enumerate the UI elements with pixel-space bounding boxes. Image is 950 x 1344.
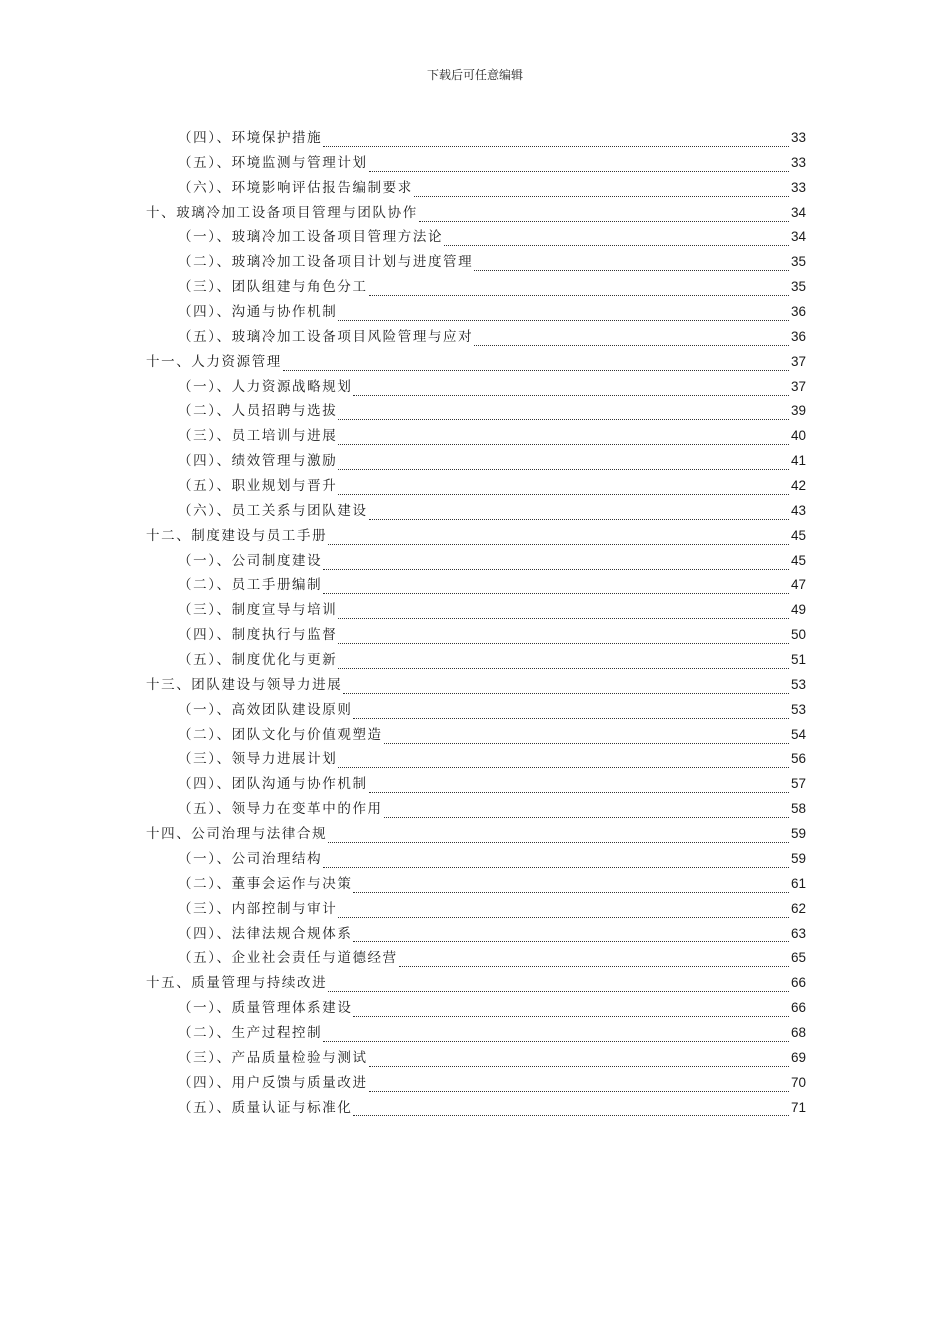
toc-dot-leader (343, 679, 789, 694)
toc-section-entry[interactable] (146, 474, 806, 499)
toc-entry-title: （六）、环境影响评估报告编制要求 (178, 179, 413, 196)
toc-dot-leader (323, 555, 789, 570)
toc-dot-leader (338, 430, 789, 445)
toc-entry-title: （五）、领导力在变革中的作用 (178, 801, 383, 818)
toc-dot-leader (353, 927, 789, 942)
toc-entry-title: （三）、领导力进展计划 (178, 751, 338, 768)
toc-entry-title: （三）、产品质量检验与测试 (178, 1049, 368, 1066)
toc-entry-page-number: 71 (790, 1099, 806, 1115)
toc-entry-title: （三）、团队组建与角色分工 (178, 279, 368, 296)
toc-entry-title: （六）、员工关系与团队建设 (178, 502, 368, 519)
toc-dot-leader (328, 977, 789, 992)
toc-entry-title: （二）、团队文化与价值观塑造 (178, 726, 383, 743)
toc-section-entry[interactable] (146, 424, 806, 449)
toc-entry-page-number: 33 (790, 130, 806, 145)
toc-section-entry[interactable] (146, 723, 806, 748)
toc-entry-title: （四）、绩效管理与激励 (178, 453, 338, 470)
toc-entry-title: （四）、团队沟通与协作机制 (178, 776, 368, 793)
toc-entry-page-number: 69 (790, 1049, 806, 1065)
toc-dot-leader (353, 704, 789, 719)
toc-dot-leader (323, 853, 789, 868)
toc-entry-page-number: 47 (790, 577, 806, 593)
toc-dot-leader (474, 256, 789, 271)
toc-section-entry[interactable] (146, 648, 806, 673)
toc-section-entry[interactable] (146, 1071, 806, 1096)
toc-entry-page-number: 42 (790, 478, 806, 494)
toc-entry-page-number: 39 (790, 403, 806, 419)
toc-chapter-entry[interactable] (146, 524, 806, 549)
toc-section-entry[interactable] (146, 772, 806, 797)
toc-entry-page-number: 36 (790, 304, 806, 320)
toc-entry-title: （一）、公司制度建设 (178, 552, 323, 569)
toc-dot-leader (338, 480, 789, 495)
toc-section-entry[interactable] (146, 549, 806, 574)
toc-section-entry[interactable] (146, 399, 806, 424)
toc-section-entry[interactable] (146, 1021, 806, 1046)
toc-section-entry[interactable] (146, 623, 806, 648)
toc-entry-title: 十四、公司治理与法律合规 (146, 826, 328, 843)
toc-entry-title: （五）、制度优化与更新 (178, 652, 338, 669)
toc-entry-title: （五）、企业社会责任与道德经营 (178, 950, 398, 967)
toc-chapter-entry[interactable] (146, 822, 806, 847)
toc-section-entry[interactable] (146, 797, 806, 822)
toc-entry-title: （三）、员工培训与进展 (178, 428, 338, 445)
toc-dot-leader (338, 405, 789, 420)
toc-section-entry[interactable] (146, 946, 806, 971)
toc-section-entry[interactable] (146, 922, 806, 947)
toc-section-entry[interactable] (146, 996, 806, 1021)
toc-entry-page-number: 33 (790, 179, 806, 195)
toc-section-entry[interactable] (146, 872, 806, 897)
toc-entry-page-number: 70 (790, 1074, 806, 1090)
toc-dot-leader (369, 1077, 789, 1092)
toc-entry-page-number: 34 (790, 229, 806, 245)
toc-section-entry[interactable] (146, 176, 806, 201)
toc-entry-title: （二）、玻璃冷加工设备项目计划与进度管理 (178, 254, 474, 271)
toc-dot-leader (323, 132, 789, 147)
toc-dot-leader (338, 306, 789, 321)
toc-dot-leader (338, 455, 789, 470)
toc-chapter-entry[interactable] (146, 350, 806, 375)
toc-section-entry[interactable] (146, 275, 806, 300)
toc-entry-page-number: 51 (790, 652, 806, 668)
toc-entry-title: （五）、玻璃冷加工设备项目风险管理与应对 (178, 328, 474, 345)
toc-entry-title: （五）、职业规划与晋升 (178, 478, 338, 495)
toc-section-entry[interactable] (146, 225, 806, 250)
toc-dot-leader (353, 381, 789, 396)
toc-section-entry[interactable] (146, 747, 806, 772)
toc-chapter-entry[interactable] (146, 201, 806, 226)
toc-dot-leader (323, 1027, 789, 1042)
toc-entry-title: （一）、玻璃冷加工设备项目管理方法论 (178, 229, 444, 246)
toc-entry-title: 十五、质量管理与持续改进 (146, 975, 328, 992)
toc-section-entry[interactable] (146, 1046, 806, 1071)
toc-entry-page-number: 68 (790, 1024, 806, 1040)
toc-section-entry[interactable] (146, 325, 806, 350)
toc-dot-leader (328, 530, 789, 545)
toc-entry-title: 十三、团队建设与领导力进展 (146, 676, 343, 693)
toc-entry-title: （二）、董事会运作与决策 (178, 875, 353, 892)
toc-entry-page-number: 41 (790, 453, 806, 469)
toc-entry-page-number: 59 (790, 850, 806, 866)
toc-dot-leader (338, 753, 789, 768)
toc-entry-page-number: 43 (790, 502, 806, 518)
toc-dot-leader (353, 878, 789, 893)
toc-entry-title: （三）、制度宣导与培训 (178, 602, 338, 619)
toc-entry-title: （一）、高效团队建设原则 (178, 701, 353, 718)
toc-entry-title: （二）、人员招聘与选拔 (178, 403, 338, 420)
toc-dot-leader (353, 1002, 789, 1017)
toc-entry-title: 十、玻璃冷加工设备项目管理与团队协作 (146, 204, 418, 221)
toc-dot-leader (283, 356, 789, 371)
toc-entry-page-number: 54 (790, 726, 806, 742)
toc-entry-page-number: 56 (790, 751, 806, 767)
toc-section-entry[interactable] (146, 300, 806, 325)
toc-section-entry[interactable] (146, 847, 806, 872)
toc-entry-title: （三）、内部控制与审计 (178, 900, 338, 917)
toc-section-entry[interactable] (146, 126, 806, 151)
toc-entry-page-number: 57 (790, 776, 806, 792)
toc-entry-page-number: 58 (790, 801, 806, 817)
toc-dot-leader (338, 604, 789, 619)
toc-entry-title: （四）、环境保护措施 (178, 130, 323, 146)
toc-entry-title: （五）、质量认证与标准化 (178, 1099, 353, 1116)
toc-entry-page-number: 59 (790, 826, 806, 842)
toc-entry-title: 十二、制度建设与员工手册 (146, 527, 328, 544)
toc-chapter-entry[interactable] (146, 971, 806, 996)
toc-entry-page-number: 35 (790, 254, 806, 270)
toc-dot-leader (338, 903, 789, 918)
toc-entry-title: （一）、公司治理结构 (178, 850, 323, 867)
toc-entry-page-number: 63 (790, 925, 806, 941)
toc-entry-title: （四）、法律法规合规体系 (178, 925, 353, 942)
toc-dot-leader (353, 1101, 789, 1116)
toc-entry-page-number: 33 (790, 154, 806, 170)
toc-dot-leader (369, 157, 789, 172)
toc-section-entry[interactable] (146, 449, 806, 474)
toc-entry-page-number: 36 (790, 328, 806, 344)
toc-entry-page-number: 40 (790, 428, 806, 444)
toc-entry-title: 十一、人力资源管理 (146, 353, 282, 370)
toc-entry-page-number: 65 (790, 950, 806, 966)
toc-dot-leader (328, 828, 789, 843)
toc-dot-leader (444, 231, 789, 246)
toc-chapter-entry[interactable] (146, 673, 806, 698)
toc-dot-leader (399, 952, 789, 967)
toc-entry-page-number: 34 (790, 204, 806, 220)
toc-section-entry[interactable] (146, 698, 806, 723)
toc-entry-page-number: 35 (790, 279, 806, 295)
toc-dot-leader (419, 207, 789, 222)
toc-dot-leader (474, 331, 789, 346)
toc-dot-leader (338, 629, 789, 644)
toc-dot-leader (369, 778, 789, 793)
toc-section-entry[interactable] (146, 250, 806, 275)
toc-entry-title: （五）、环境监测与管理计划 (178, 154, 368, 171)
table-of-contents (146, 126, 806, 1120)
toc-entry-page-number: 53 (790, 701, 806, 717)
toc-dot-leader (369, 281, 789, 296)
toc-dot-leader (369, 1052, 789, 1067)
toc-entry-title: （四）、沟通与协作机制 (178, 304, 338, 321)
toc-entry-page-number: 62 (790, 900, 806, 916)
toc-dot-leader (323, 579, 789, 594)
toc-entry-title: （二）、员工手册编制 (178, 577, 323, 594)
toc-entry-title: （一）、人力资源战略规划 (178, 378, 353, 395)
toc-entry-page-number: 45 (790, 527, 806, 543)
toc-entry-title: （四）、用户反馈与质量改进 (178, 1074, 368, 1091)
toc-entry-page-number: 66 (790, 975, 806, 991)
toc-entry-page-number: 61 (790, 875, 806, 891)
toc-entry-title: （一）、质量管理体系建设 (178, 1000, 353, 1017)
toc-dot-leader (414, 182, 789, 197)
toc-entry-title: （二）、生产过程控制 (178, 1024, 323, 1041)
toc-section-entry[interactable] (146, 375, 806, 400)
toc-section-entry[interactable] (146, 598, 806, 623)
toc-entry-page-number: 37 (790, 353, 806, 369)
toc-entry-page-number: 37 (790, 378, 806, 394)
page-header: 下载后可任意编辑 (426, 68, 523, 82)
toc-dot-leader (384, 803, 789, 818)
toc-entry-page-number: 49 (790, 602, 806, 618)
toc-section-entry[interactable] (146, 151, 806, 176)
toc-section-entry[interactable] (146, 897, 806, 922)
toc-entry-page-number: 53 (790, 676, 806, 692)
toc-dot-leader (369, 505, 789, 520)
toc-entry-page-number: 66 (790, 1000, 806, 1016)
toc-section-entry[interactable] (146, 1096, 806, 1121)
toc-entry-title: （四）、制度执行与监督 (178, 627, 338, 644)
toc-section-entry[interactable] (146, 499, 806, 524)
toc-entry-page-number: 50 (790, 627, 806, 643)
toc-dot-leader (338, 654, 789, 669)
toc-entry-page-number: 45 (790, 552, 806, 568)
toc-section-entry[interactable] (146, 573, 806, 598)
toc-dot-leader (384, 729, 789, 744)
